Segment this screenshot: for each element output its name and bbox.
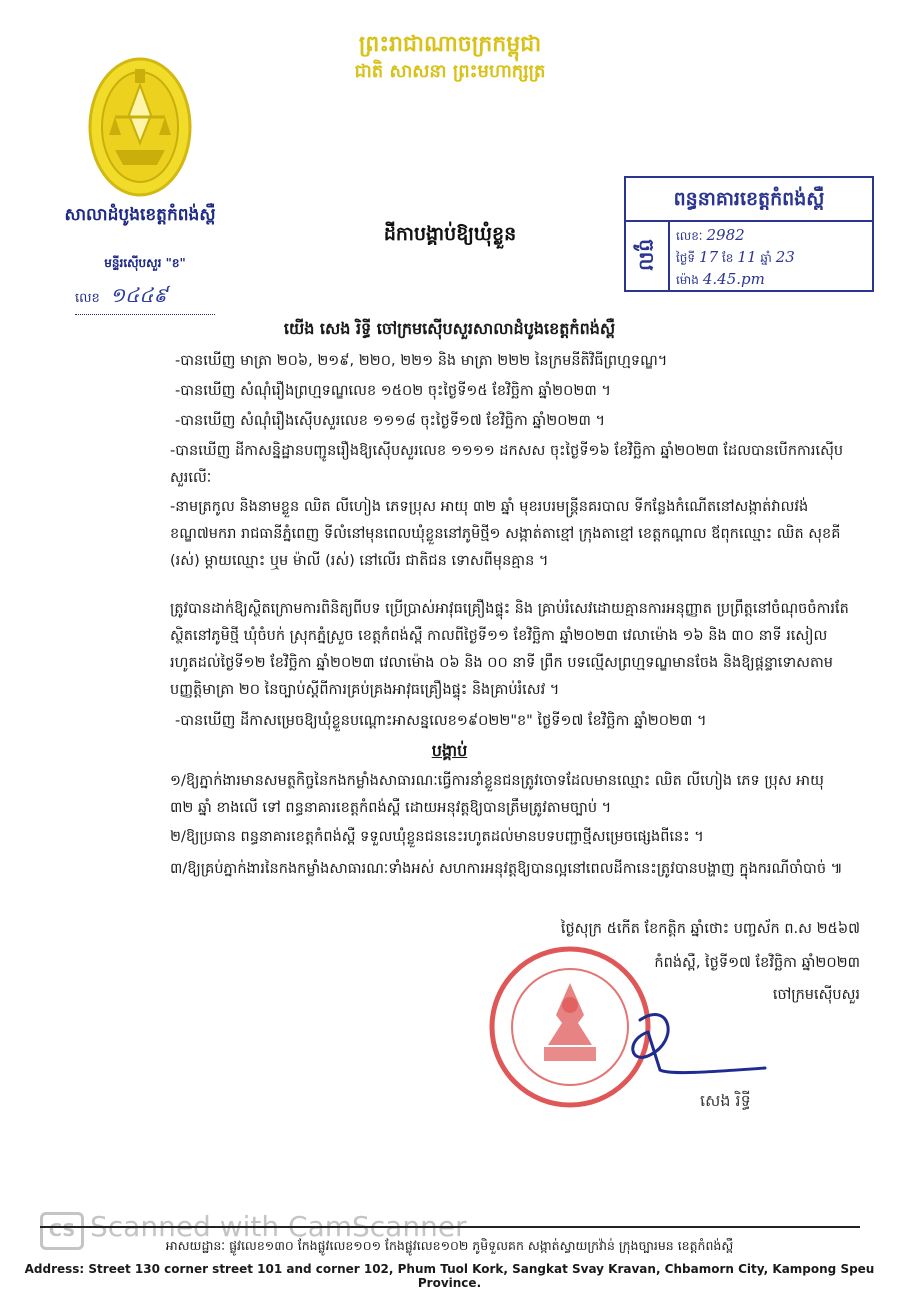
recital-1: -បានឃើញ មាត្រា ២០៦, ២១៩, ២២០, ២២១ និង មាត្រា ២២២ នៃក្រមនីតិវិធីព្រហ្មទណ្ឌ។ bbox=[175, 353, 668, 369]
order-1: ១/ឱ្យភ្នាក់ងារមានសមត្ថកិច្ចនៃកងកម្លាំងសាធារណៈធ្វើការនាំខ្លួនជនត្រូវចោទដែលមានឈ្មោះ ឈិត លីហៀង ភេទ ប្រុស អាយុ ៣២ ឆ្នាំ ខាងលើ ទៅ ពន្ធនាគារខេត្តកំពង់ស្ពឺ ដោយអនុវត្តឱ្យបានត្រឹមត្រូវតាមច្បាប់ ។ bbox=[170, 773, 824, 816]
reference-number bbox=[75, 282, 215, 315]
stamp-fields bbox=[676, 225, 866, 291]
stamp-date-label: ថ្ងៃទី bbox=[676, 251, 696, 265]
camscanner-icon: CS bbox=[40, 1212, 84, 1250]
stamp-number-value: 2982 bbox=[706, 226, 745, 244]
recital-4: -បានឃើញ ដីកាសន្និដ្ឋានបញ្ជូនរឿងឱ្យស៊ើបសួរលេខ ១១១១ ដកសស ចុះថ្ងៃទី១៦ ខែវិច្ឆិកា ឆ្នាំ២០២៣ ដែលបានបើកការស៊ើបសួរលើៈ bbox=[170, 443, 844, 486]
stamp-date-row bbox=[676, 247, 866, 269]
recital-2: -បានឃើញ សំណុំរឿងព្រហ្មទណ្ឌលេខ ១៥០២ ចុះថ្ងៃទី១៥ ខែវិច្ឆិកា ឆ្នាំ២០២៣ ។ bbox=[175, 383, 611, 399]
order-3: ៣/ឱ្យគ្រប់ភ្នាក់ងារនៃកងកម្លាំងសាធារណៈទាំងអស់ សហការអនុវត្តឱ្យបានល្អនៅពេលដីកានេះត្រូវបានបង្ហាញ ក្នុងករណីចាំបាច់ ៕ bbox=[170, 861, 843, 877]
signer-title: ចៅក្រមស៊ើបសួរ bbox=[772, 987, 860, 1003]
stamp-month-label: ខែ bbox=[721, 251, 734, 265]
reference-value: ១៤៤៩ bbox=[109, 283, 168, 307]
judge-signature-icon bbox=[600, 1000, 770, 1090]
stamp-year-value: 23 bbox=[775, 248, 795, 266]
prison-receipt-stamp bbox=[624, 176, 874, 292]
kingdom-title: ព្រះរាជាណាចក្រកម្ពុជា bbox=[358, 31, 542, 57]
footer-divider bbox=[40, 1226, 860, 1228]
stamp-month-value: 11 bbox=[737, 248, 757, 266]
office-name: មន្ទីរស៊ើបសួរ "ខ" bbox=[104, 256, 186, 270]
stamp-time-label: ម៉ោង bbox=[676, 273, 699, 287]
stamp-time-row bbox=[676, 269, 866, 291]
stamp-time-value: 4.45.pm bbox=[702, 270, 765, 288]
footer-address-english: Address: Street 130 corner street 101 and corner 102, Phum Tuol Kork, Sangkat Svay Kravan, Chbamorn City, Kampong Speu Province. bbox=[24, 1262, 875, 1290]
order-2: ២/ឱ្យប្រធាន ពន្ធនាគារខេត្តកំពង់ស្ពឺ ទទួលឃុំខ្លួនជននេះរហូតដល់មានបទបញ្ជាថ្មីសម្រេចផ្សេងពីនេះ ។ bbox=[170, 829, 704, 845]
document-title: ដីកាបង្គាប់ឱ្យឃុំខ្លួន bbox=[383, 223, 517, 245]
court-emblem-icon bbox=[85, 55, 195, 205]
recital-5-defendant: -នាមត្រកូល និងនាមខ្លួន ឈិត លីហៀង ភេទប្រុស អាយុ ៣២ ឆ្នាំ មុខរបរមន្ត្រីនគរបាល ទីកន្លែងកំណើតនៅសង្កាត់វាលវង់ ខណ្ឌ៧មករា រាជធានីភ្នំពេញ ទីលំនៅមុនពេលឃុំខ្លួននៅភូមិថ្មី១ សង្កាត់តាខ្មៅ ក្រុងតាខ្មៅ ខេត្តកណ្ដាល ឪពុកឈ្មោះ ឈិត សុខគី (រស់) ម្ដាយឈ្មោះ ឬម ម៉ាលី (រស់) នៅលើរ ជាតិជន ទោសពីមុនគ្មាន ។ bbox=[170, 499, 841, 569]
stamp-title: ពន្ធនាគារខេត្តកំពង់ស្ពឺ bbox=[626, 178, 872, 222]
orders-heading: បង្គាប់ bbox=[431, 741, 468, 760]
kingdom-header bbox=[250, 30, 650, 86]
recital-3: -បានឃើញ សំណុំរឿងស៊ើបសួរលេខ ១១១៨ ចុះថ្ងៃទី១៧ ខែវិច្ឆិកា ឆ្នាំ២០២៣ ។ bbox=[175, 413, 606, 429]
recital-7: -បានឃើញ ដីកាសម្រេចឱ្យឃុំខ្លួនបណ្ដោះអាសន្នលេខ១៩០២២"ខ" ថ្ងៃទី១៧ ខែវិច្ឆិកា ឆ្នាំ២០២៣ ។ bbox=[175, 713, 707, 729]
stamp-side-label: ចូល bbox=[626, 220, 670, 290]
signer-name: សេង រិទ្ធី bbox=[700, 1091, 751, 1110]
solar-date: កំពង់ស្ពឺ, ថ្ងៃទី១៧ ខែវិច្ឆិកា ឆ្នាំ២០២៣ bbox=[654, 955, 860, 971]
issuing-authority: យើង សេង រិទ្ធី ចៅក្រមស៊ើបសួរសាលាដំបូងខេត្តកំពង់ស្ពឺ bbox=[283, 319, 616, 338]
reference-label: លេខ bbox=[75, 291, 100, 306]
stamp-number-row bbox=[676, 225, 866, 247]
stamp-date-value: 17 bbox=[699, 248, 719, 266]
stamp-year-label: ឆ្នាំ bbox=[760, 251, 772, 265]
stamp-number-label: លេខៈ bbox=[676, 229, 703, 243]
watermark-text: Scanned with CamScanner bbox=[90, 1210, 467, 1243]
recital-6-charges: ត្រូវបានដាក់ឱ្យស្ថិតក្រោមការពិនិត្យពីបទ ប្រើប្រាស់អាវុធគ្រឿងផ្ទុះ និង គ្រាប់រំសេវដោយគ្មានការអនុញ្ញាត ប្រព្រឹត្តនៅចំណុចចំការតែ ស្ថិតនៅភូមិថ្មី ឃុំចំបក់ ស្រុកភ្នំស្រួច ខេត្តកំពង់ស្ពឺ កាលពីថ្ងៃទី១១ ខែវិច្ឆិកា ឆ្នាំ២០២៣ វេលាម៉ោង ១៦ និង ៣០ នាទី រសៀល រហូតដល់ថ្ងៃទី១២ ខែវិច្ឆិកា ឆ្នាំ២០២៣ វេលាម៉ោង ០៦ និង ០០ នាទី ព្រឹក បទល្មើសព្រហ្មទណ្ឌមានចែង និងឱ្យផ្ដន្ទាទោសតាមបញ្ញត្តិមាត្រា ២០ នៃច្បាប់ស្ដីពីការគ្រប់គ្រងអាវុធគ្រឿងផ្ទុះ និងគ្រាប់រំសេវ ។ bbox=[170, 601, 849, 698]
lunar-date: ថ្ងៃសុក្រ ៥កើត ខែកត្តិក ឆ្នាំថោះ បញ្ចស័ក ព.ស ២៥៦៧ bbox=[560, 921, 860, 937]
footer-address-khmer: អាសយដ្ឋានៈ ផ្លូវលេខ១៣០ កែងផ្លូវលេខ១០១ កែងផ្លូវលេខ១០២ ភូមិទួលគក សង្កាត់ស្វាយក្រវ៉ាន់ ក្រុងច្បារមន ខេត្តកំពង់ស្ពឺ bbox=[165, 1238, 734, 1253]
court-name: សាលាដំបូងខេត្តកំពង់ស្ពឺ bbox=[64, 205, 216, 225]
kingdom-motto: ជាតិ សាសនា ព្រះមហាក្សត្រ bbox=[354, 61, 546, 82]
